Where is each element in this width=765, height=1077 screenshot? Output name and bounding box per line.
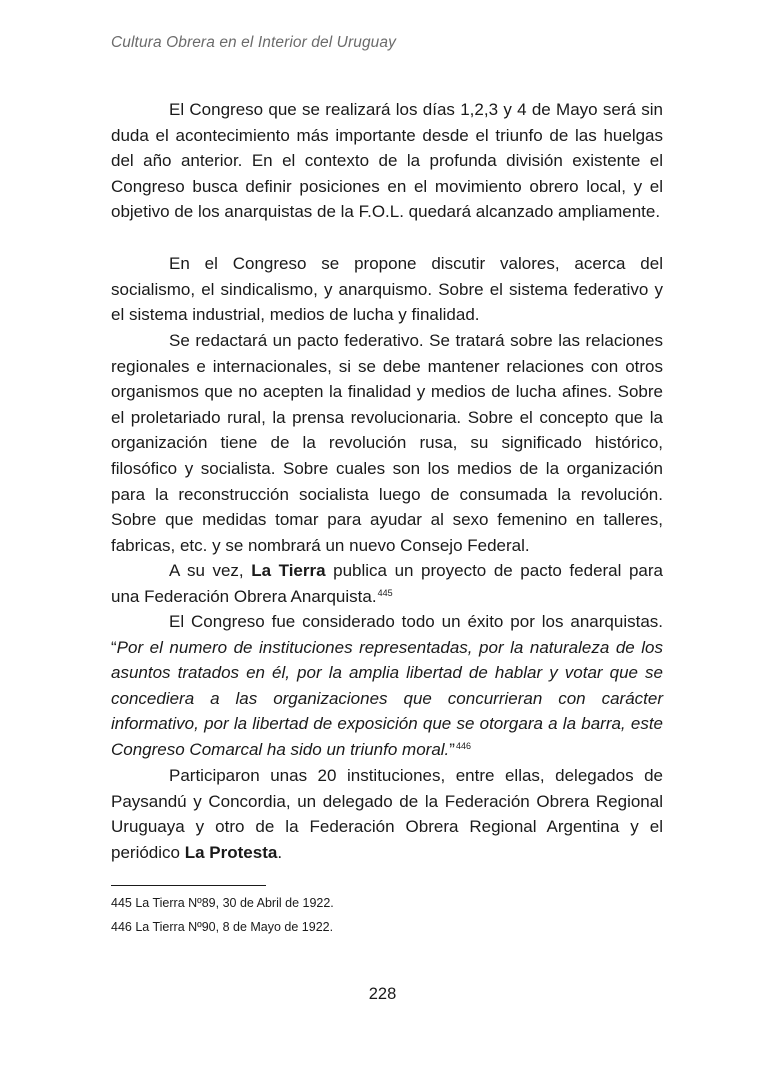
footnote-445: 445 La Tierra Nº89, 30 de Abril de 1922. bbox=[111, 896, 334, 910]
p5-quote: Por el numero de instituciones representadas, por la naturaleza de los asuntos tratados en él, por la amplia libertad de hablar y votar que se concediera a las organizaciones que concurrieran con carácter informativo, por la libertad de exposición que se otorgara a la barra, este Congreso Comarcal ha sido un triunfo moral. bbox=[111, 637, 663, 759]
p5-text-before: El Congreso fue considerado todo un éxito por los anarquistas. “ bbox=[111, 612, 663, 657]
footnote-ref-446: 446 bbox=[455, 740, 471, 751]
paragraph-pacto-federativo: Se redactará un pacto federativo. Se tratará sobre las relaciones regionales e internacionales, si se debe mantener relaciones con otros organismos que no acepten la finalidad y medios de lucha afines. Sobre el proletariado rural, la prensa revolucionaria. Sobre el concepto que la organización tiene de la revolución rusa, su significado histórico, filosófico y socialista. Sobre cuales son los medios de la organización para la reconstrucción socialista luego de consumada la revolución. Sobre que medidas tomar para ayudar al sexo femenino en talleres, fabricas, etc. y se nombrará un nuevo Consejo Federal. bbox=[111, 331, 663, 555]
p4-text-before: A su vez, bbox=[169, 561, 252, 580]
running-header: Cultura Obrera en el Interior del Uruguay bbox=[111, 34, 396, 51]
footnote-divider bbox=[111, 885, 266, 886]
body-text bbox=[111, 97, 663, 865]
p6-periodical-name: La Protesta bbox=[184, 842, 278, 862]
footnote-446: 446 La Tierra Nº90, 8 de Mayo de 1922. bbox=[111, 920, 334, 934]
p6-text-before: Participaron unas 20 instituciones, entre ellas, delegados de Paysandú y Concordia, un delegado de la Federación Obrera Regional Uruguaya y otro de la Federación Obrera Regional Argentina y el periódico bbox=[111, 766, 663, 862]
paragraph-la-tierra bbox=[111, 558, 663, 609]
page-number: 228 bbox=[368, 985, 397, 1003]
p5-text-after: ” bbox=[449, 739, 455, 759]
footnote-ref-445: 445 bbox=[377, 587, 393, 598]
paragraph-exito-congreso bbox=[111, 609, 663, 763]
paragraph-instituciones bbox=[111, 763, 663, 865]
paragraph-congreso-temas: En el Congreso se propone discutir valores, acerca del socialismo, el sindicalismo, y anarquismo. Sobre el sistema federativo y el sistema industrial, medios de lucha y finalidad. bbox=[111, 254, 663, 325]
p4-text-after: publica un proyecto de pacto federal para una Federación Obrera Anarquista. bbox=[111, 561, 664, 606]
p4-periodical-name: La Tierra bbox=[251, 561, 326, 580]
paragraph-congreso-intro: El Congreso que se realizará los días 1,2,3 y 4 de Mayo será sin duda el acontecimiento más importante desde el triunfo de las huelgas del año anterior. En el contexto de la profunda división existente el Congreso busca definir posiciones en el movimiento obrero local, y el objetivo de los anarquistas de la F.O.L. quedará alcanzado ampliamente. bbox=[111, 100, 663, 222]
p6-text-after: . bbox=[277, 842, 283, 862]
footnotes bbox=[111, 891, 334, 939]
